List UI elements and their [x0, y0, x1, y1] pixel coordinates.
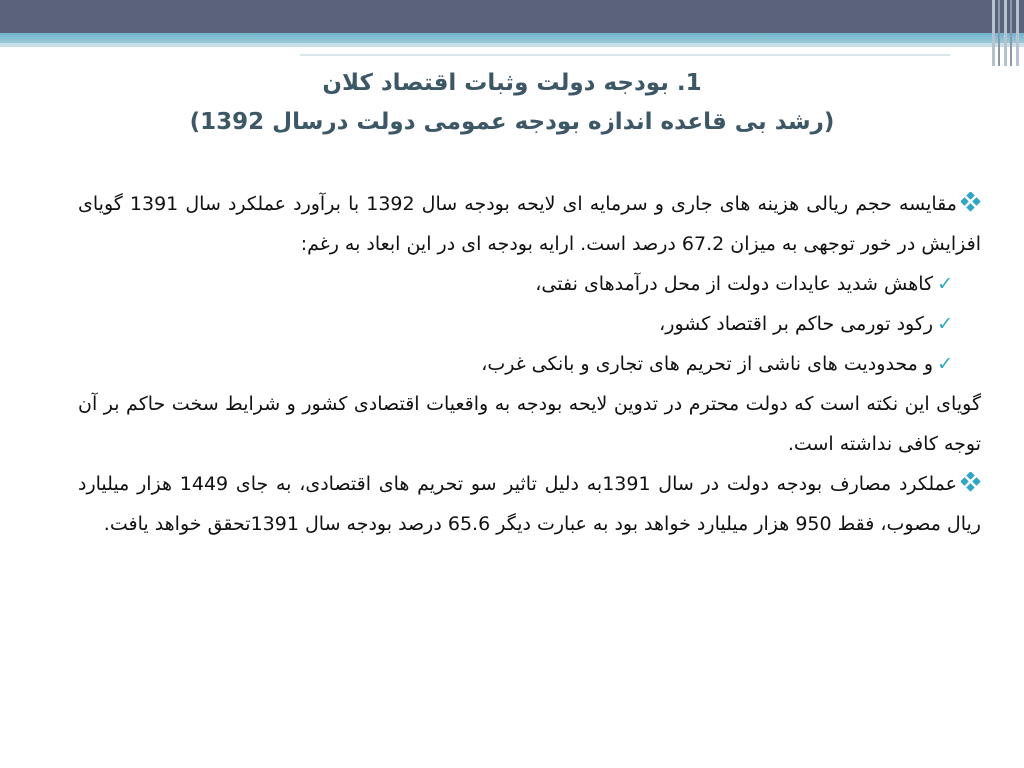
checkmark-icon: ✓: [937, 273, 953, 295]
checkmark-icon: ✓: [937, 313, 953, 335]
header-band-light: [0, 33, 1024, 43]
paragraph-2: گویای این نکته است که دولت محترم در تدوین لایحه بودجه به واقعیات اقتصادی کشور و شرایط سخت حاکم بر آن توجه کافی نداشته است.: [78, 393, 981, 455]
corner-stripe: [1010, 0, 1012, 66]
slide-title: 1. بودجه دولت وثبات اقتصاد کلان: [322, 70, 702, 96]
header-band-dark: [0, 0, 1024, 33]
corner-stripe: [998, 0, 1000, 66]
corner-stripe: [992, 0, 995, 66]
diamond-bullet-icon: [961, 466, 981, 486]
slide-subtitle: (رشد بی قاعده اندازه بودجه عمومی دولت درسال 1392): [189, 109, 835, 135]
corner-stripe: [1016, 0, 1019, 66]
paragraph-3: [78, 464, 981, 544]
check-item-text: کاهش شدید عایدات دولت از محل درآمدهای نفتی،: [535, 273, 934, 295]
paragraph-3-text: عملکرد مصارف بودجه دولت در سال 1391به دلیل تاثیر سو تحریم های اقتصادی، به جای 1449 هزار میلیارد ریال مصوب، فقط 950 هزار میلیارد خواهد بود به عبارت دیگر 65.6 درصد بودجه سال 1391تحقق خواهد یافت.: [78, 473, 981, 535]
checkmark-icon: ✓: [937, 353, 953, 375]
paragraph-1-text: مقایسه حجم ریالی هزینه های جاری و سرمایه ای لایحه بودجه سال 1392 با برآورد عملکرد سال 1391 گویای افزایش در خور توجهی به میزان 67.2 درصد است. ارایه بودجه ای در این ابعاد به رغم:: [78, 193, 981, 255]
slide-body: [78, 184, 981, 544]
paragraph-1: [78, 184, 981, 264]
header-rule: [300, 54, 950, 56]
diamond-bullet-icon: [961, 186, 981, 206]
check-item-text: رکود تورمی حاکم بر اقتصاد کشور،: [659, 313, 934, 335]
check-item-text: و محدودیت های ناشی از تحریم های تجاری و بانکی غرب،: [481, 353, 934, 375]
check-item: [78, 304, 981, 344]
corner-stripe: [1004, 0, 1007, 66]
check-item: [78, 344, 981, 384]
check-item: [78, 264, 981, 304]
header-band-thin: [0, 43, 1024, 47]
